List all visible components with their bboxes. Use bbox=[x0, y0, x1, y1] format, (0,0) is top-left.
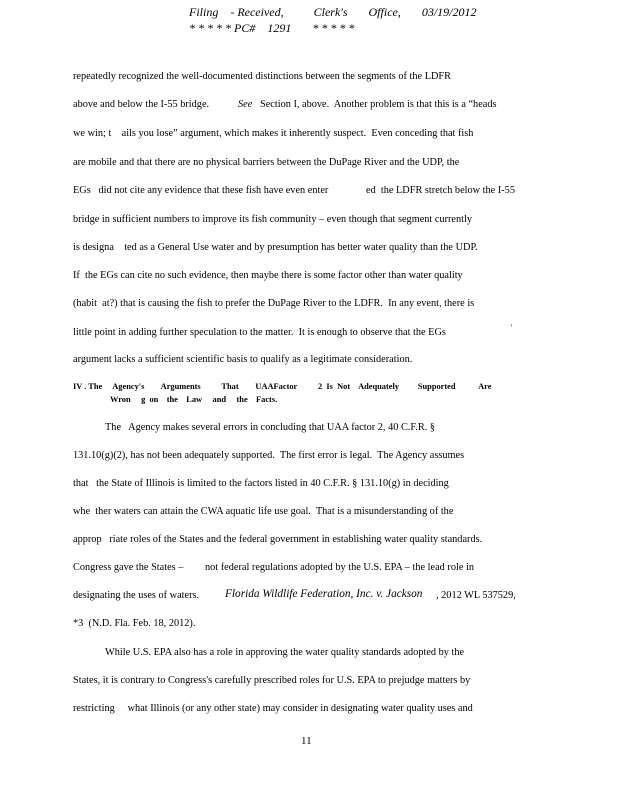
page-number: 11 bbox=[301, 735, 312, 747]
section-heading: IV . The Agency's Arguments That UAAFactor 2 Is Not Adequately Supported Are bbox=[73, 382, 492, 391]
body-line: not federal regulations adopted by the U.S. EPA – the lead role in bbox=[205, 562, 474, 573]
body-line: whe ther waters can attain the CWA aquatic life use goal. That is a misunderstanding of the bbox=[73, 506, 454, 517]
body-line: designating the uses of waters. bbox=[73, 590, 200, 601]
body-line: that the State of Illinois is limited to the factors listed in 40 C.F.R. § 131.10(g) in deciding bbox=[73, 478, 449, 489]
body-line: bridge in sufficient numbers to improve its fish community – even though that segment currently bbox=[73, 214, 473, 225]
body-line: If the EGs can cite no such evidence, then maybe there is some factor other than water quality bbox=[73, 270, 463, 281]
body-line: While U.S. EPA also has a role in approving the water quality standards adopted by the bbox=[105, 647, 465, 658]
body-line: *3 (N.D. Fla. Feb. 18, 2012). bbox=[73, 618, 196, 629]
body-line: is designa ted as a General Use water and by presumption has better water quality than the UDP. bbox=[73, 242, 478, 253]
body-line: (habit at?) that is causing the fish to prefer the DuPage River to the LDFR. In any event, there is bbox=[73, 298, 475, 309]
filing-header-pc: * * * * * PC# 1291 * * * * * bbox=[189, 21, 355, 35]
section-heading-cont: Wron g on the Law and the Facts. bbox=[110, 395, 278, 404]
body-line: little point in adding further speculation to the matter. It is enough to observe that the EGs bbox=[73, 327, 446, 338]
body-line: we win; t ails you lose” argument, which makes it inherently suspect. Even conceding that fish bbox=[73, 128, 474, 139]
body-line: above and below the I-55 bridge. bbox=[73, 99, 210, 110]
body-line: Section I, above. Another problem is that this is a “heads bbox=[260, 99, 497, 110]
filing-header: Filing - Received, Clerk's Office, 03/19/2012 bbox=[189, 5, 477, 19]
citation-signal: See bbox=[238, 99, 253, 110]
body-line: are mobile and that there are no physical barriers between the DuPage River and the UDP, the bbox=[73, 157, 460, 168]
body-line: , 2012 WL 537529, bbox=[436, 590, 516, 601]
stray-mark: ' bbox=[511, 323, 513, 332]
body-line: repeatedly recognized the well-documented distinctions between the segments of the LDFR bbox=[73, 71, 452, 82]
body-line: restricting what Illinois (or any other state) may consider in designating water quality uses and bbox=[73, 703, 473, 714]
case-citation: Florida Wildlife Federation, Inc. v. Jackson bbox=[225, 588, 423, 600]
body-line: approp riate roles of the States and the federal government in establishing water quality standards. bbox=[73, 534, 483, 545]
body-line: 131.10(g)(2), has not been adequately supported. The first error is legal. The Agency assumes bbox=[73, 450, 465, 461]
body-line: ed the LDFR stretch below the I-55 bbox=[366, 185, 515, 196]
body-line: The Agency makes several errors in concluding that UAA factor 2, 40 C.F.R. § bbox=[105, 422, 436, 433]
body-line: States, it is contrary to Congress's carefully prescribed roles for U.S. EPA to prejudge matters by bbox=[73, 675, 471, 686]
body-line: argument lacks a sufficient scientific basis to qualify as a legitimate consideration. bbox=[73, 354, 413, 365]
body-line: EGs did not cite any evidence that these fish have even enter bbox=[73, 185, 329, 196]
body-line: Congress gave the States – bbox=[73, 562, 184, 573]
